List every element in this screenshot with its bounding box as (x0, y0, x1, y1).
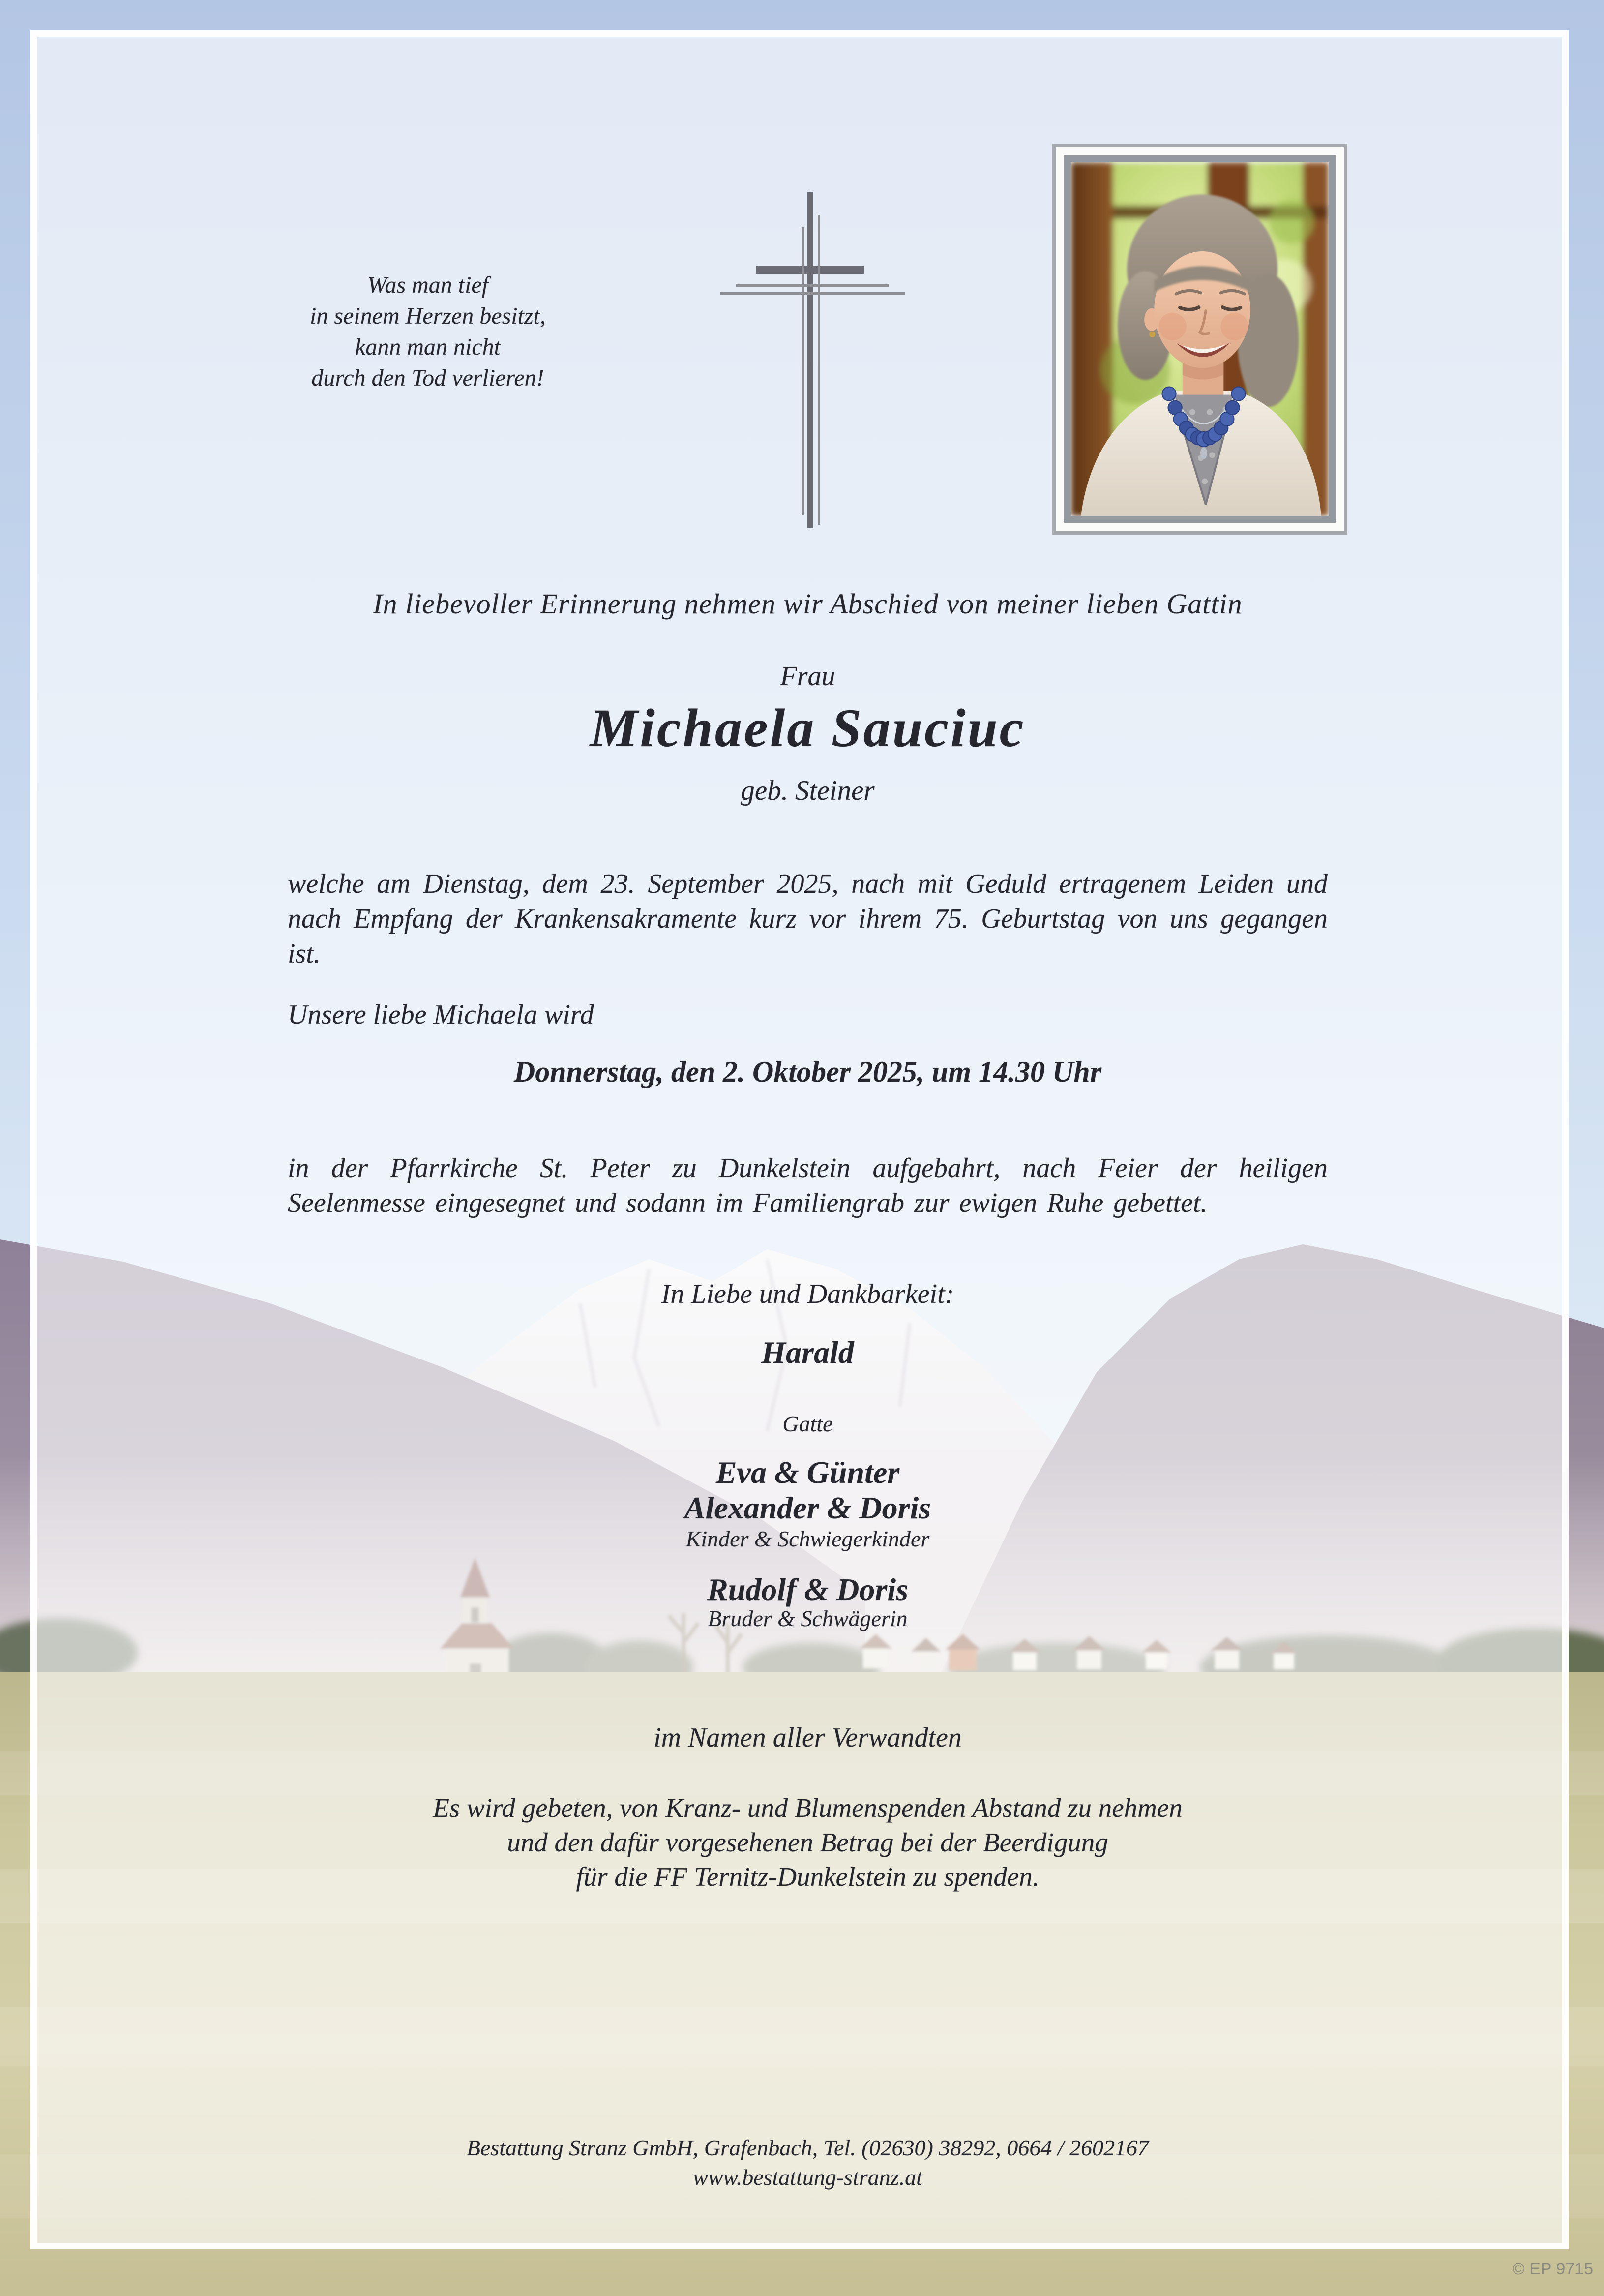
portrait-photo-frame (1052, 144, 1347, 535)
mourner-name: Eva & Günter (715, 1455, 900, 1490)
deceased-name: Michaela Sauciuc (590, 698, 1026, 758)
mourner-name: Rudolf & Doris (707, 1572, 908, 1607)
portrait-photo (1064, 155, 1336, 523)
intro-line: In liebevoller Erinnerung nehmen wir Abschied von meiner lieben Gattin (373, 588, 1243, 620)
funeral-home-website: www.bestattung-stranz.at (693, 2165, 922, 2190)
poem-line: Was man tief (367, 272, 489, 298)
closing-line: In Liebe und Dankbarkeit: (661, 1279, 954, 1309)
poem-line: durch den Tod verlieren! (311, 365, 544, 391)
mourner-relation: Gatte (782, 1411, 833, 1436)
memorial-cross-icon (711, 188, 912, 532)
donation-note-line: für die FF Ternitz-Dunkelstein zu spenden. (576, 1862, 1040, 1892)
donation-note-line: und den dafür vorgesehenen Betrag bei der Beerdigung (507, 1827, 1108, 1857)
on-behalf-line: im Namen aller Verwandten (653, 1722, 962, 1753)
memorial-poem (197, 270, 659, 393)
mourner-relation: Bruder & Schwägerin (708, 1606, 908, 1631)
death-paragraph: welche am Dienstag, dem 23. September 2025, nach mit Geduld ertragenem Leiden und nach Empfang der Krankensakramente kurz vor ihrem 75. Geburtstag von uns gegangen ist. (288, 869, 1328, 969)
mourner-relation: Kinder & Schwiegerkinder (685, 1526, 930, 1551)
print-code: © EP 9715 (1512, 2260, 1593, 2278)
salutation: Frau (780, 661, 835, 692)
mourner-name: Harald (761, 1335, 854, 1370)
lead-in-line: Unsere liebe Michaela wird (288, 999, 594, 1030)
ceremony-datetime: Donnerstag, den 2. Oktober 2025, um 14.30 Uhr (513, 1056, 1102, 1088)
ceremony-paragraph: in der Pfarrkirche St. Peter zu Dunkelstein aufgebahrt, nach Feier der heiligen Seelenmesse eingesegnet und sodann im Familiengrab zur ewigen Ruhe gebettet. (288, 1153, 1328, 1218)
funeral-home-line: Bestattung Stranz GmbH, Grafenbach, Tel. (02630) 38292, 0664 / 2602167 (466, 2135, 1149, 2160)
donation-note-line: Es wird gebeten, von Kranz- und Blumenspenden Abstand zu nehmen (433, 1793, 1183, 1823)
poem-line: in seinem Herzen besitzt, (310, 303, 546, 329)
mourner-name: Alexander & Doris (684, 1490, 931, 1525)
poem-line: kann man nicht (355, 334, 501, 360)
maiden-name: geb. Steiner (741, 775, 875, 806)
